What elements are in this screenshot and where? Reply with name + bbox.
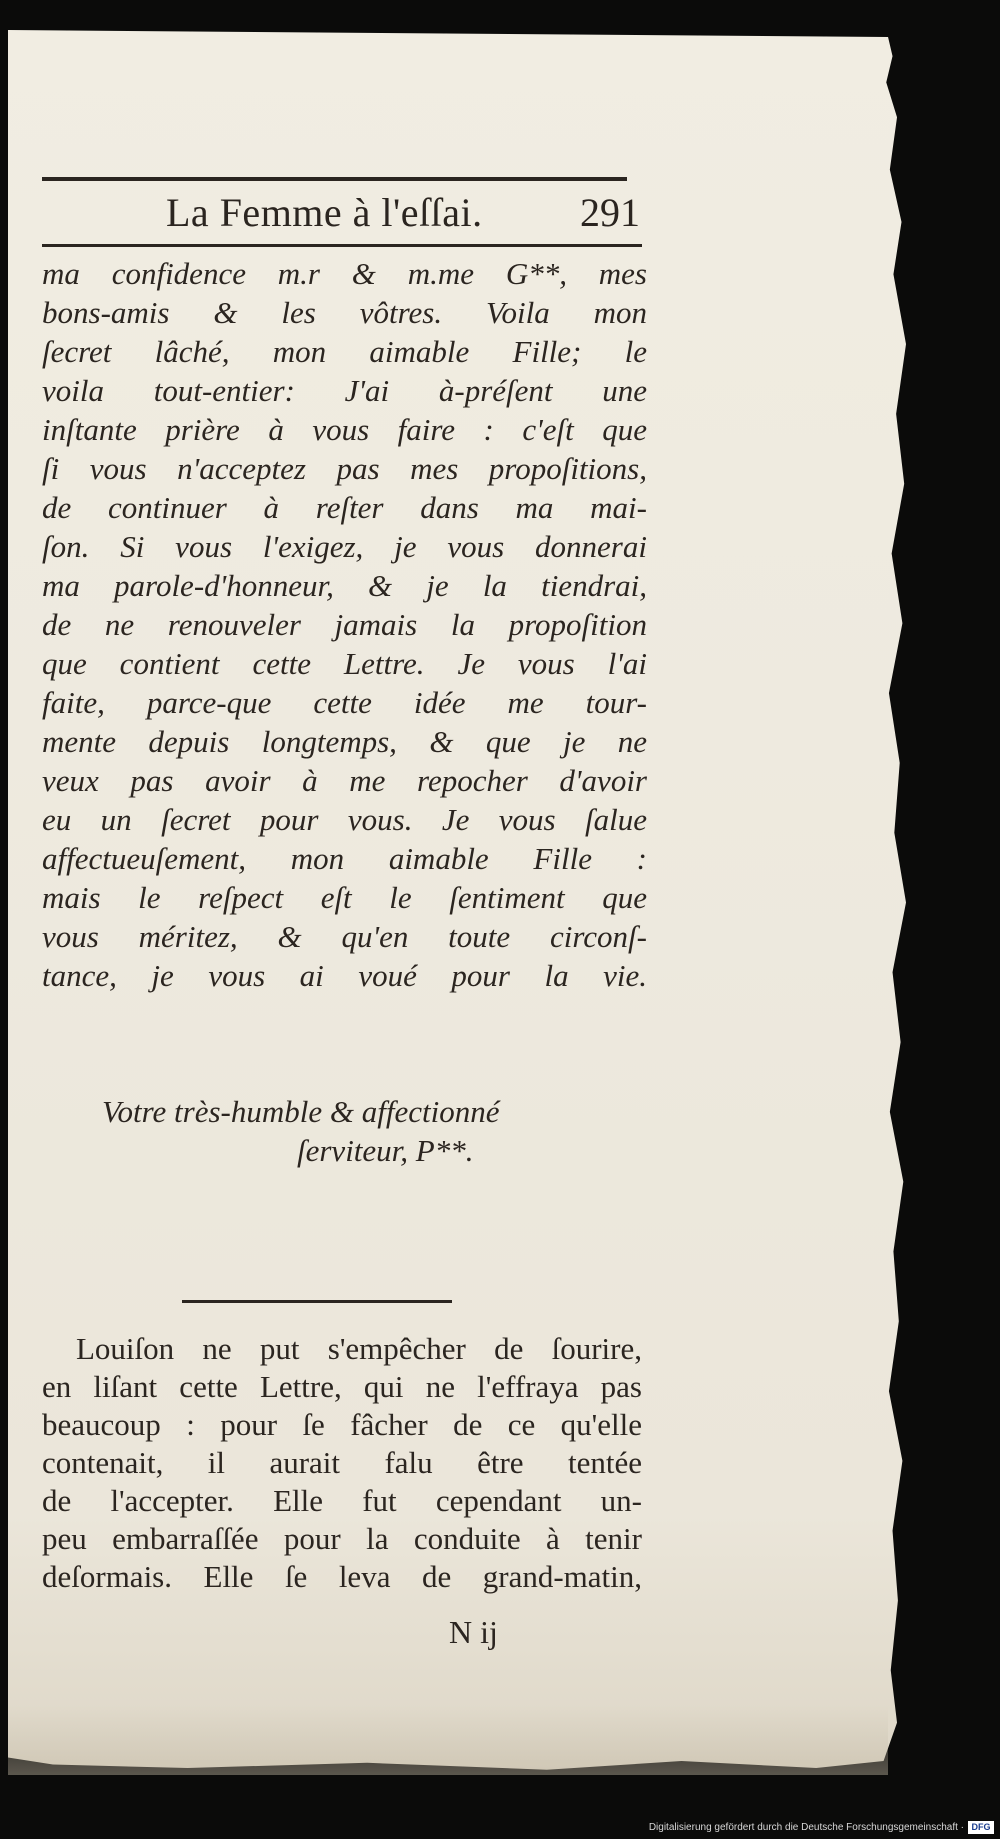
running-title: La Femme à l'eſſai. — [166, 190, 483, 235]
letter-text — [42, 254, 647, 995]
letter-line: vous méritez, & qu'en toute circonſ- — [42, 919, 647, 954]
letter-line: ſecret lâché, mon aimable Fille; le — [42, 334, 647, 369]
letter-line: affectueuſement, mon aimable Fille : — [42, 841, 647, 876]
section-divider — [182, 1300, 452, 1303]
narrative-line: deſormais. Elle ſe leva de grand-matin, — [42, 1559, 642, 1594]
narrative-line: contenait, il aurait falu être tentée — [42, 1445, 642, 1480]
letter-line: de ne renouveler jamais la propoſition — [42, 607, 647, 642]
digitization-footer — [0, 1809, 1000, 1839]
letter-line: voila tout-entier: J'ai à-préſent une — [42, 373, 647, 408]
letter-line: inſtante prière à vous faire : c'eſt que — [42, 412, 647, 447]
narrative-line: en liſant cette Lettre, qui ne l'effraya pas — [42, 1369, 642, 1404]
narrative-text — [42, 1330, 642, 1596]
letter-line: eu un ſecret pour vous. Je vous ſalue — [42, 802, 647, 837]
letter-line: ſi vous n'acceptez pas mes propoſitions, — [42, 451, 647, 486]
signoff-closing: Votre très-humble & affectionné — [102, 1094, 500, 1129]
letter-signoff — [42, 1092, 647, 1170]
letter-line: mais le reſpect eſt le ſentiment que — [42, 880, 647, 915]
funding-credit: Digitalisierung gefördert durch die Deutsche Forschungsgemeinschaft · — [648, 1822, 964, 1833]
narrative-line: peu embarraſſée pour la conduite à tenir — [42, 1521, 642, 1556]
narrative-line: beaucoup : pour ſe fâcher de ce qu'elle — [42, 1407, 642, 1442]
signoff-signature: ſerviteur, P**. — [297, 1133, 474, 1168]
page-number: 291 — [580, 190, 640, 235]
header-rule-bottom — [42, 244, 642, 247]
dfg-logo-icon: DFG — [968, 1821, 994, 1834]
letter-line: faite, parce-que cette idée me tour- — [42, 685, 647, 720]
narrative-line: de l'accepter. Elle fut cependant un- — [42, 1483, 642, 1518]
letter-line: ſon. Si vous l'exigez, je vous donnerai — [42, 529, 647, 564]
letter-line: de continuer à reſter dans ma mai- — [42, 490, 647, 525]
header-rule-top — [42, 177, 627, 181]
letter-line: veux pas avoir à me repocher d'avoir — [42, 763, 647, 798]
letter-line: bons-amis & les vôtres. Voila mon — [42, 295, 647, 330]
letter-line: ma confidence m.r & m.me G**, mes — [42, 256, 647, 291]
letter-line: que contient cette Lettre. Je vous l'ai — [42, 646, 647, 681]
printer-signature-mark: N ij — [449, 1614, 498, 1650]
letter-line: mente depuis longtemps, & que je ne — [42, 724, 647, 759]
letter-line: tance, je vous ai voué pour la vie. — [42, 958, 647, 993]
running-head — [42, 185, 642, 241]
letter-line: ma parole-d'honneur, & je la tiendrai, — [42, 568, 647, 603]
narrative-line: Louiſon ne put s'empêcher de ſourire, — [76, 1331, 642, 1366]
